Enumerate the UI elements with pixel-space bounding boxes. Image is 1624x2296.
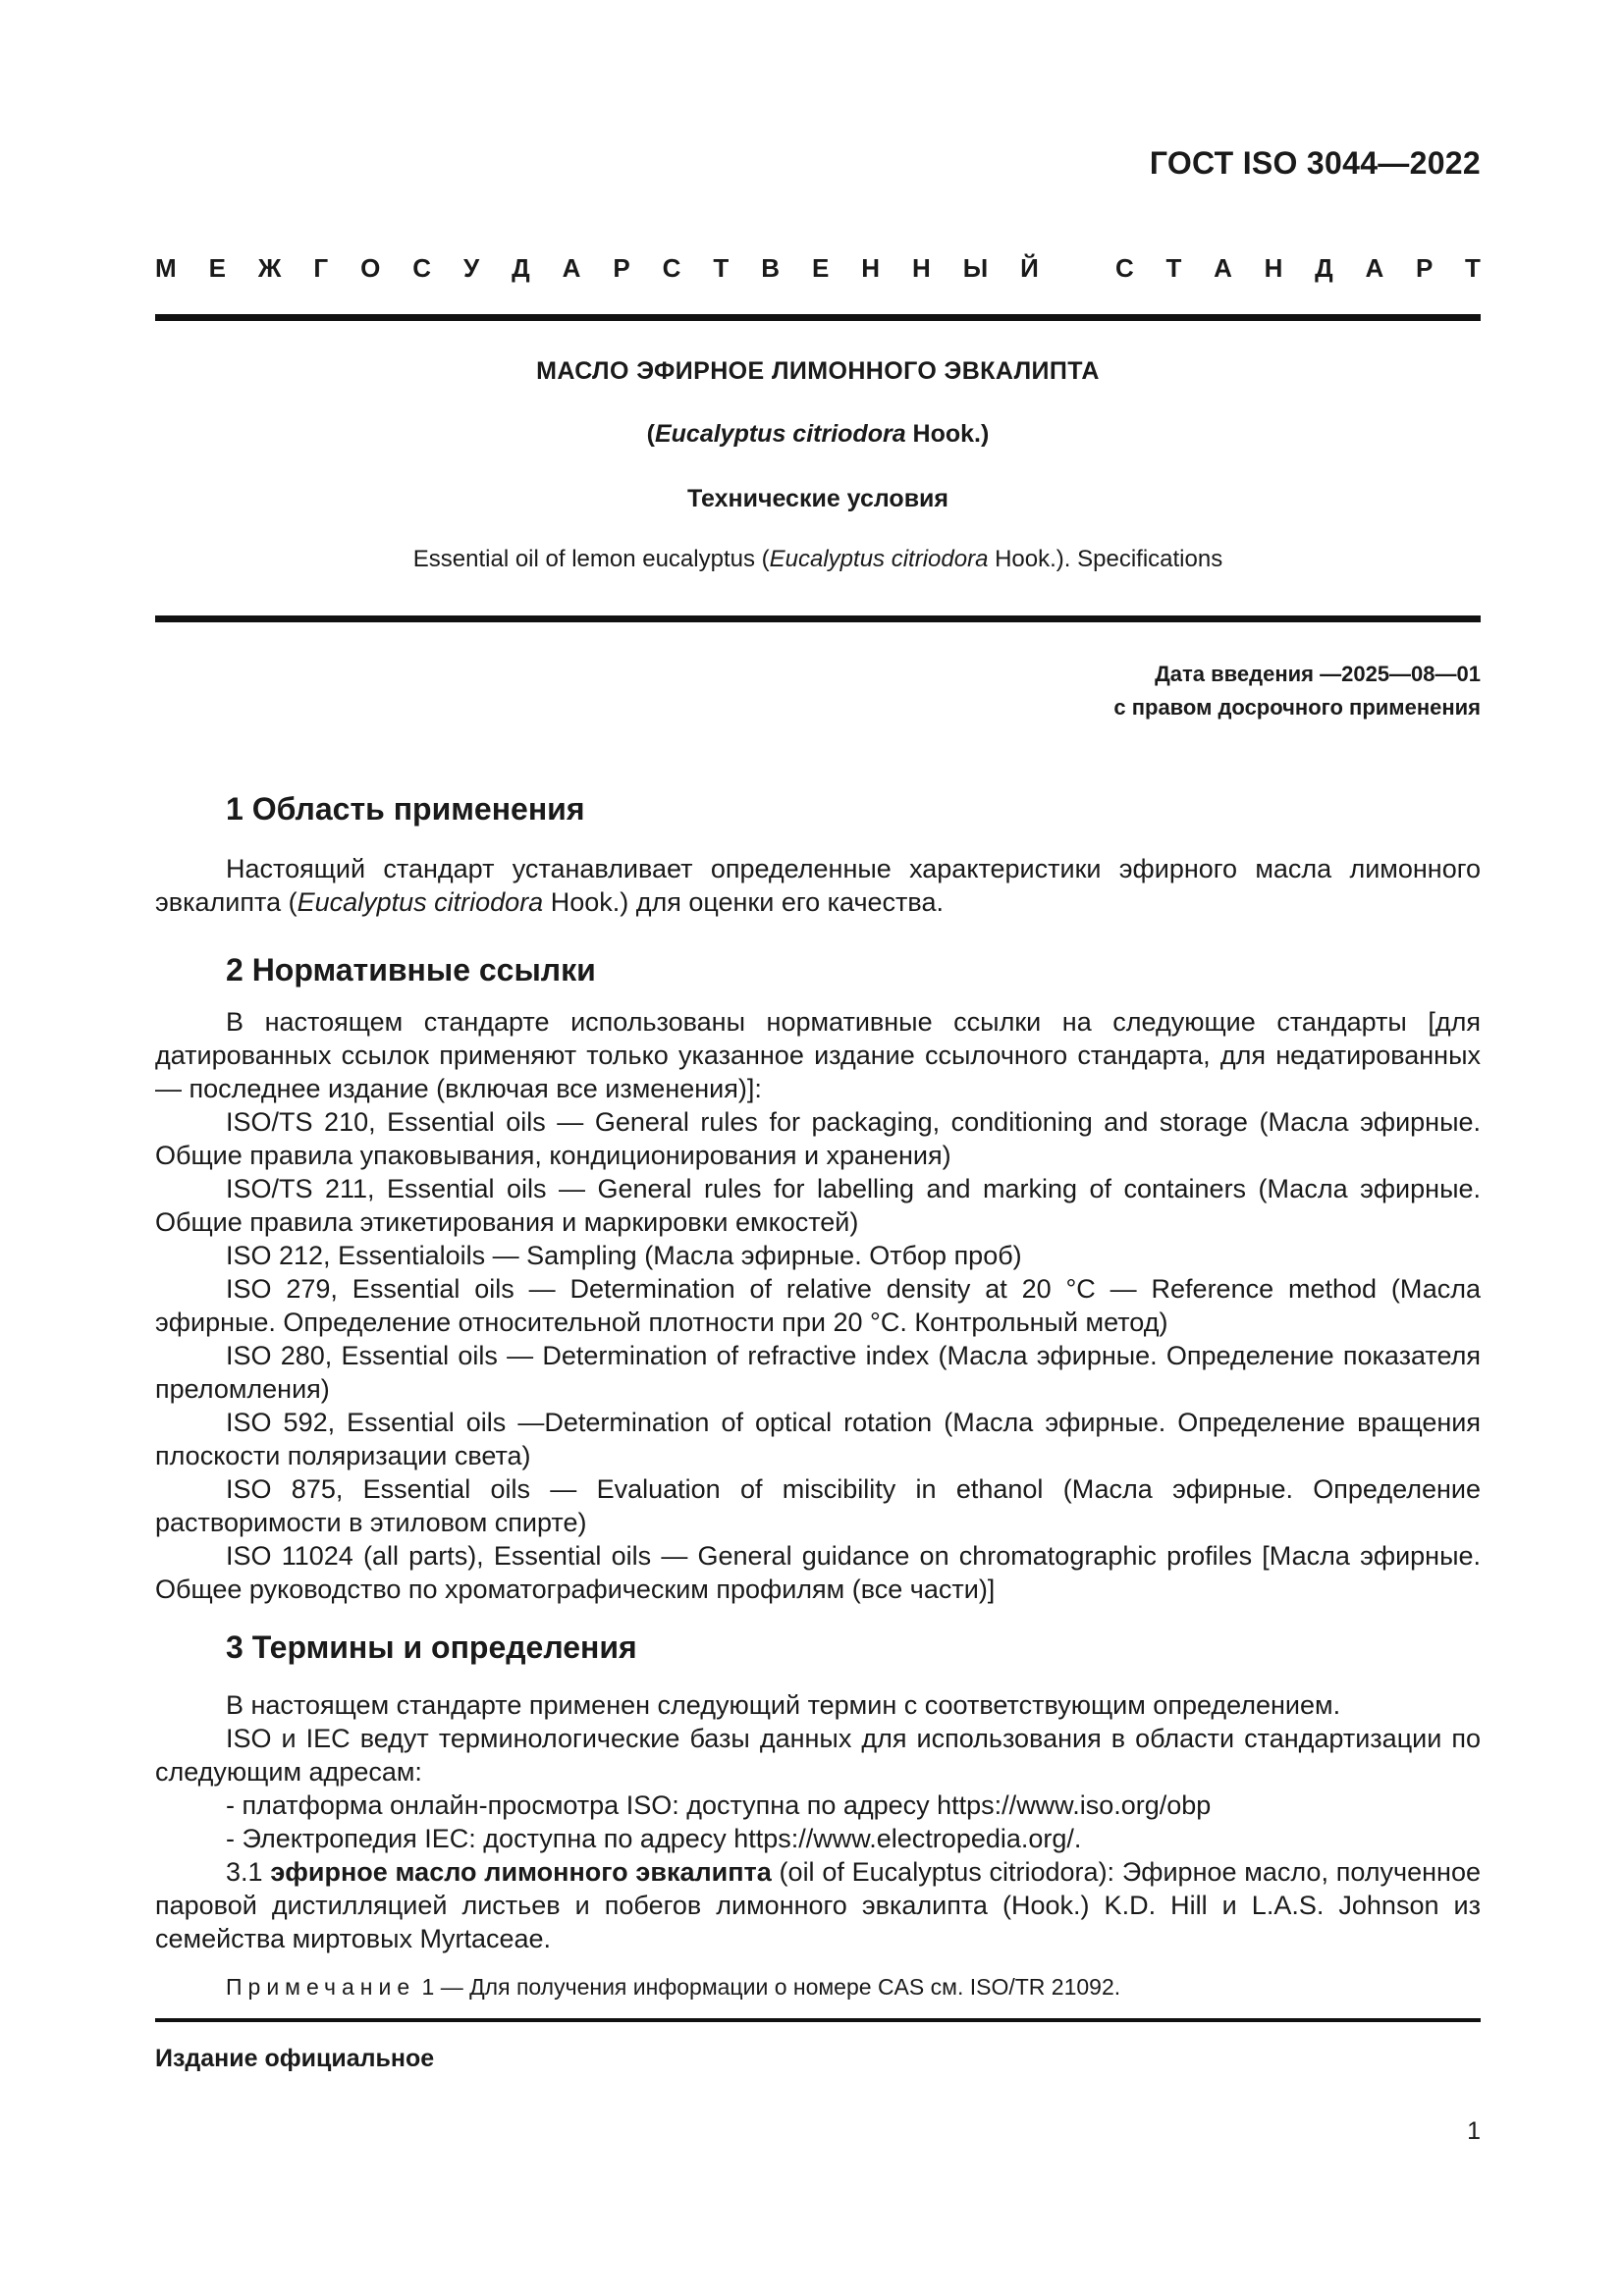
reference-item: ISO 11024 (all parts), Essential oils — General guidance on chromatographic profiles [Масла эфирные. Общее руководство по хроматографическим профилям (все части)] <box>155 1541 1481 1604</box>
banner-letter: Н <box>861 253 881 283</box>
banner-letter: Е <box>208 253 226 283</box>
footer-divider <box>155 2018 1481 2022</box>
section-3-heading: 3 Термины и определения <box>226 1629 637 1665</box>
banner-letter: Т <box>1165 253 1182 283</box>
reference-item: ISO/TS 210, Essential oils — General rules for packaging, conditioning and storage (Масла эфирные. Общие правила упаковывания, кондиционирования и хранения) <box>155 1107 1481 1170</box>
banner-letter: Н <box>1264 253 1283 283</box>
introduction-date-block <box>1113 658 1481 724</box>
section-2-heading: 2 Нормативные ссылки <box>226 952 596 988</box>
banner-letter: М <box>155 253 177 283</box>
banner-letter: Д <box>1315 253 1333 283</box>
section-3-paragraph: В настоящем стандарте применен следующий термин с соответствующим определением. <box>226 1690 1341 1720</box>
standard-word <box>1115 253 1481 284</box>
banner-letter: Т <box>1465 253 1481 283</box>
interstate-standard-banner <box>155 253 1481 284</box>
document-subtitle: Технические условия <box>686 485 949 512</box>
reference-item: ISO 279, Essential oils — Determination of relative density at 20 °C — Reference method (Масла эфирные. Определение относительной плотности при 20 °C. Контрольный метод) <box>155 1274 1481 1337</box>
section-3-body <box>155 1688 1481 1955</box>
official-edition: Издание официальное <box>155 2045 435 2072</box>
term-definition: 3.1 эфирное масло лимонного эвкалипта (oil of Eucalyptus citriodora): Эфирное масло, полученное паровой дистилляцией листьев и побегов лимонного эвкалипта (Hook.) K.D. Hill и L.A.S. Johnson из семейства миртовых Myrtaceae. <box>155 1857 1481 1953</box>
banner-letter: С <box>1115 253 1134 283</box>
electropedia-item: - Электропедия IEC: доступна по адресу https://www.electropedia.org/. <box>226 1824 1082 1853</box>
banner-letter: Т <box>713 253 730 283</box>
banner-letter: Г <box>313 253 329 283</box>
document-title: МАСЛО ЭФИРНОЕ ЛИМОННОГО ЭВКАЛИПТА <box>536 357 1100 385</box>
iso-obp-item: - платформа онлайн-просмотра ISO: доступна по адресу https://www.iso.org/obp <box>226 1790 1212 1820</box>
reference-item: ISO 280, Essential oils — Determination of refractive index (Масла эфирные. Определение показателя преломления) <box>155 1341 1481 1404</box>
title-divider <box>155 615 1481 622</box>
top-divider <box>155 314 1481 321</box>
banner-letter: А <box>1214 253 1232 283</box>
section-1-paragraph: Настоящий стандарт устанавливает определенные характеристики эфирного масла лимонного эвкалипта (Eucalyptus citriodora Hook.) для оценки его качества. <box>155 854 1481 917</box>
banner-letter: С <box>412 253 432 283</box>
early-application: с правом досрочного применения <box>1113 695 1481 720</box>
banner-letter: В <box>761 253 781 283</box>
section-1-heading: 1 Область применения <box>226 791 585 827</box>
gost-code: ГОСТ ISO 3044—2022 <box>1149 145 1481 181</box>
page-number: 1 <box>1467 2117 1481 2145</box>
banner-letter: Н <box>912 253 931 283</box>
section-3-paragraph: ISO и IEC ведут терминологические базы данных для использования в области стандартизации по следующим адресам: <box>155 1724 1481 1787</box>
banner-letter: С <box>662 253 681 283</box>
banner-letter: Р <box>613 253 630 283</box>
interstate-word <box>155 253 1039 284</box>
banner-letter: Е <box>811 253 830 283</box>
reference-item: ISO 875, Essential oils — Evaluation of miscibility in ethanol (Масла эфирные. Определение растворимости в этиловом спирте) <box>155 1474 1481 1537</box>
reference-item: ISO 592, Essential oils —Determination of optical rotation (Масла эфирные. Определение вращения плоскости поляризации света) <box>155 1408 1481 1470</box>
latin-title: (Eucalyptus citriodora Hook.) <box>646 420 990 448</box>
banner-letter: А <box>562 253 581 283</box>
banner-letter: Ж <box>257 253 282 283</box>
banner-letter: О <box>360 253 381 283</box>
introduction-date: Дата введения —2025—08—01 <box>1155 662 1481 686</box>
section-2-intro: В настоящем стандарте использованы нормативные ссылки на следующие стандарты [для датированных ссылок применяют только указанное издание ссылочного стандарта, для недатированных — последнее издание (включая все изменения)]: <box>155 1007 1481 1103</box>
banner-letter: Р <box>1415 253 1434 283</box>
english-title: Essential oil of lemon eucalyptus (Eucalyptus citriodora Hook.). Specifications <box>412 546 1223 572</box>
section-2-body <box>155 1005 1481 1606</box>
banner-letter: А <box>1365 253 1384 283</box>
banner-letter: Й <box>1020 253 1039 283</box>
reference-item: ISO 212, Essentialoils — Sampling (Масла эфирные. Отбор проб) <box>226 1241 1022 1270</box>
note: Примечание 1 — Для получения информации о номере CAS см. ISO/TR 21092. <box>226 1974 1121 2000</box>
section-1-body <box>155 852 1481 919</box>
reference-item: ISO/TS 211, Essential oils — General rules for labelling and marking of containers (Масла эфирные. Общие правила этикетирования и маркировки емкостей) <box>155 1174 1481 1237</box>
banner-letter: Ы <box>962 253 989 283</box>
banner-letter: У <box>463 253 480 283</box>
banner-letter: Д <box>512 253 530 283</box>
